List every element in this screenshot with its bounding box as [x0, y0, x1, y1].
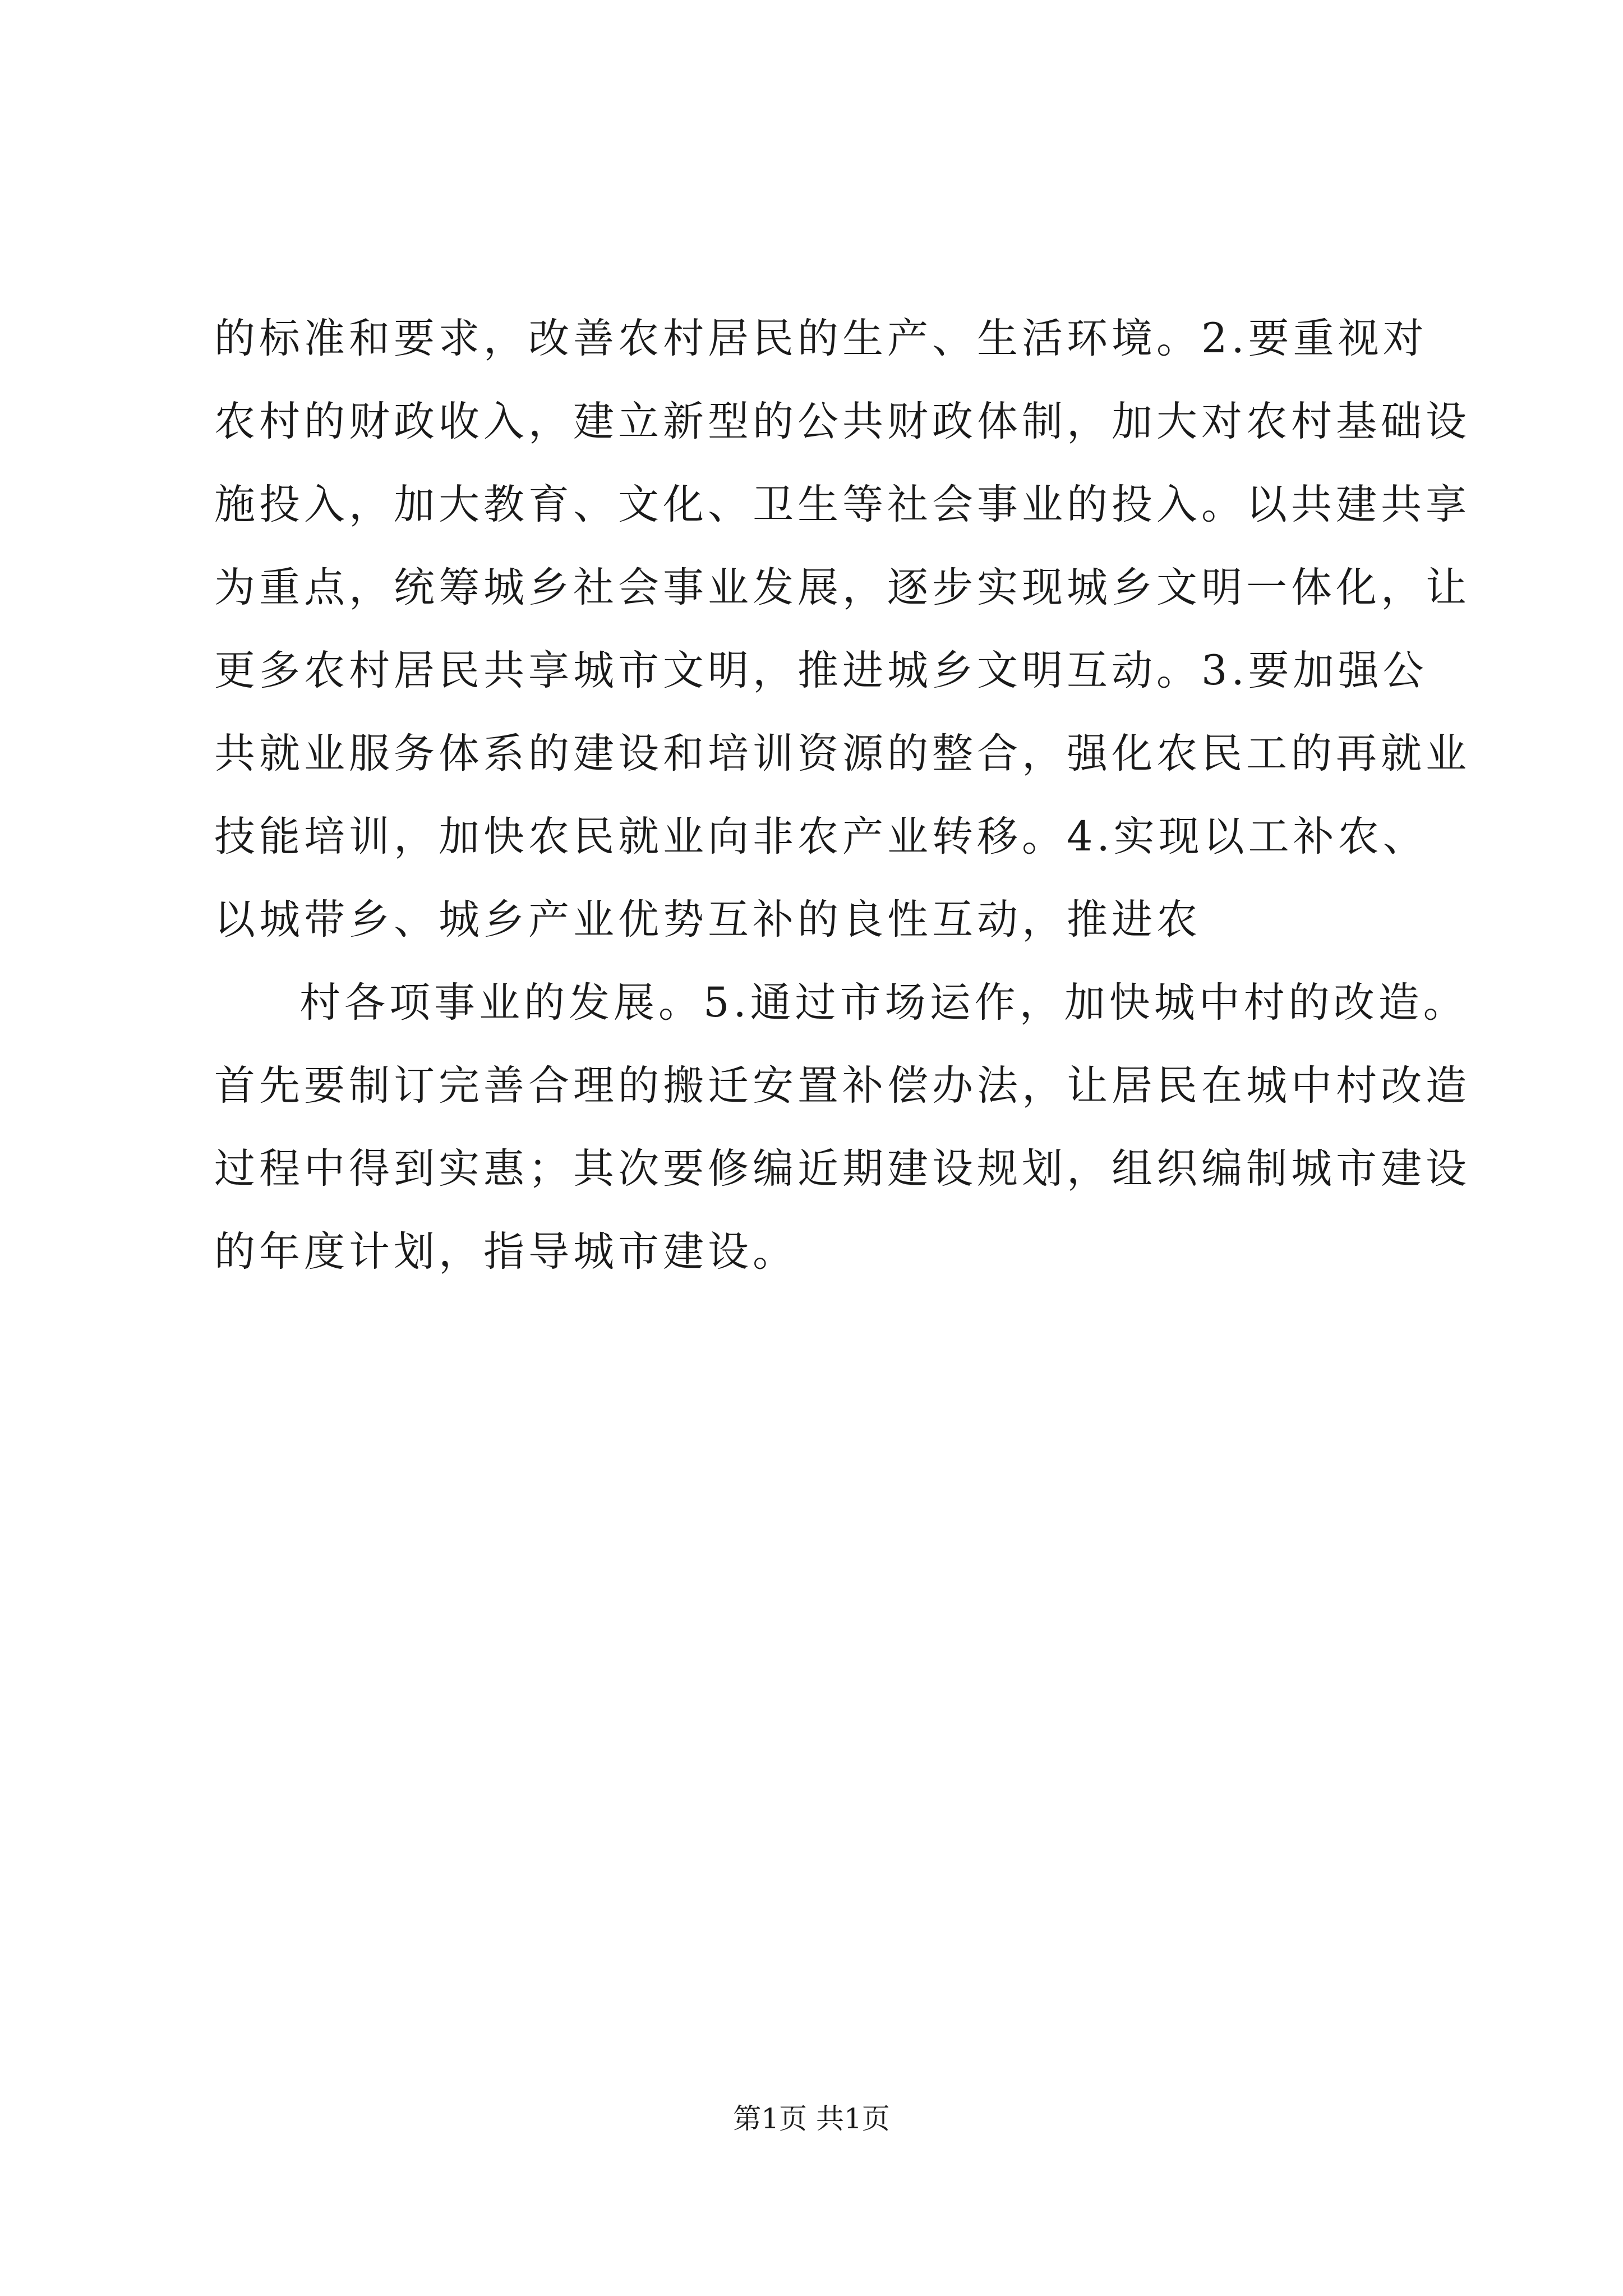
text-line: 更多农村居民共享城市文明，推进城乡文明互动。3.要加强公 — [214, 647, 1428, 694]
text-line: 的标准和要求，改善农村居民的生产、生活环境。2.要重视对 — [214, 315, 1428, 362]
text-line: 农村的财政收入，建立新型的公共财政体制，加大对农村基础设 — [214, 398, 1470, 445]
text-line: 的年度计划，指导城市建设。 — [214, 1228, 797, 1276]
text-line: 共就业服务体系的建设和培训资源的整合，强化农民工的再就业 — [214, 730, 1470, 777]
text-line: 首先要制订完善合理的搬迁安置补偿办法，让居民在城中村改造 — [214, 1062, 1470, 1110]
text-line: 以城带乡、城乡产业优势互补的良性互动，推进农 — [214, 896, 1201, 944]
text-line: 施投入，加大教育、文化、卫生等社会事业的投入。以共建共享 — [214, 481, 1470, 528]
page-number-label: 第1页 共1页 — [733, 2102, 890, 2135]
body-text — [214, 297, 1470, 1294]
paragraph-start-line: 村各项事业的发展。5.通过市场运作，加快城中村的改造。 — [299, 979, 1468, 1027]
text-line: 技能培训，加快农民就业向非农产业转移。4.实现以工补农、 — [214, 813, 1428, 861]
text-line: 过程中得到实惠；其次要修编近期建设规划，组织编制城市建设 — [214, 1145, 1470, 1193]
page-footer — [0, 2099, 1623, 2138]
text-line: 为重点，统筹城乡社会事业发展，逐步实现城乡文明一体化，让 — [214, 564, 1470, 611]
